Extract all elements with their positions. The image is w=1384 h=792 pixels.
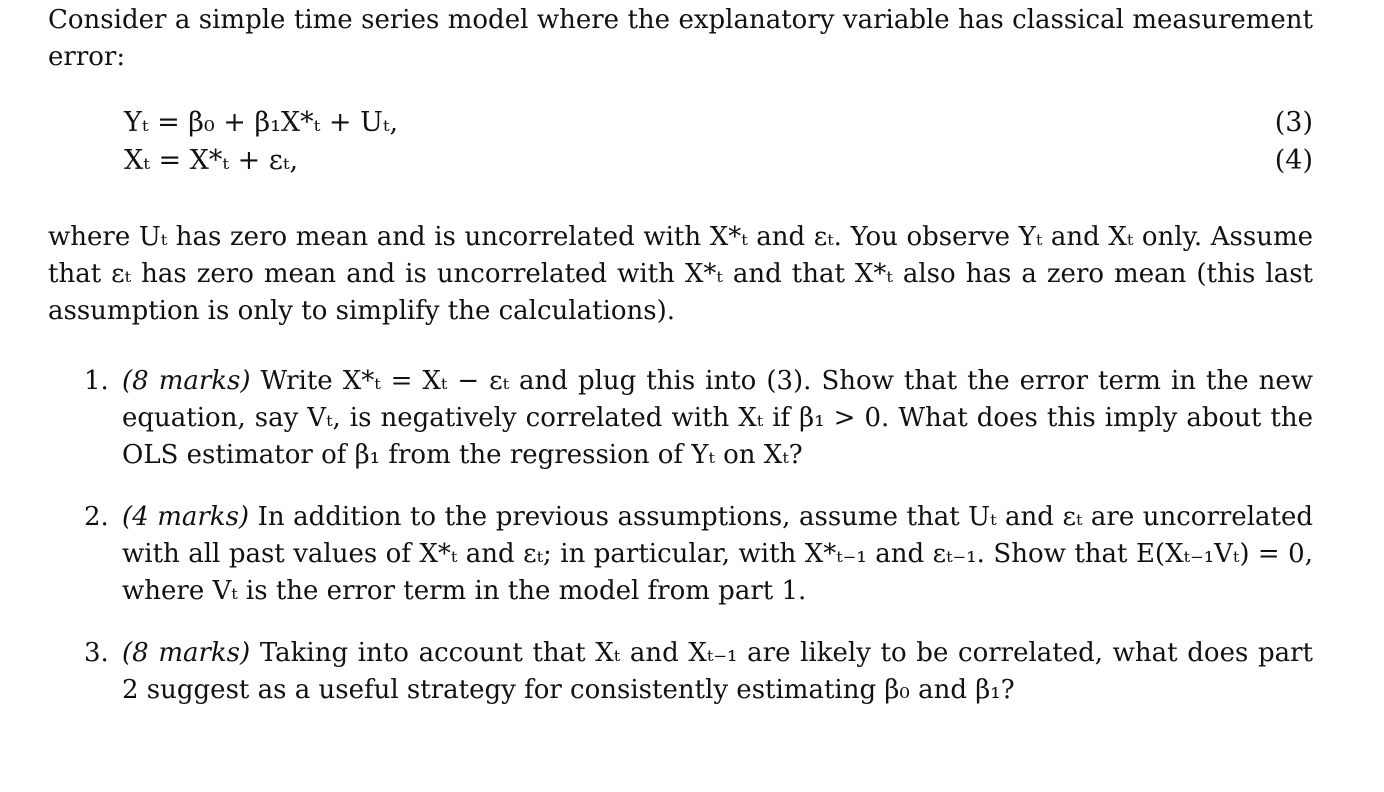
equation-3 — [48, 104, 1313, 142]
question-1-marks: (8 marks) — [122, 366, 261, 396]
equation-3-body: Yₜ = β₀ + β₁X*ₜ + Uₜ, — [124, 107, 399, 138]
question-list — [48, 363, 1313, 734]
question-3-marks: (8 marks) — [122, 638, 260, 668]
question-2 — [48, 499, 1313, 610]
intro-paragraph: Consider a simple time series model where the explanatory variable has classical measurement error: — [48, 5, 1313, 72]
question-3 — [48, 635, 1313, 709]
question-1 — [48, 363, 1313, 474]
question-1-text: Write X*ₜ = Xₜ − εₜ and plug this into (3). Show that the error term in the new equation, say Vₜ, is negatively correlated with Xₜ if β₁ > 0. What does this imply about the OLS estimator of β₁ from the regression of Yₜ on Xₜ? — [122, 366, 1313, 470]
question-3-text: Taking into account that Xₜ and Xₜ₋₁ are likely to be correlated, what does part 2 suggest as a useful strategy for consistently estimating β₀ and β₁? — [122, 638, 1313, 705]
equation-4 — [48, 142, 1313, 180]
question-2-marks: (4 marks) — [122, 502, 258, 532]
equation-4-number: (4) — [1274, 145, 1313, 176]
equation-3-number: (3) — [1274, 107, 1313, 138]
assumptions-paragraph: where Uₜ has zero mean and is uncorrelated with X*ₜ and εₜ. You observe Yₜ and Xₜ only. Assume that εₜ has zero mean and is uncorrelated with X*ₜ and that X*ₜ also has a zero mean (this last assumption is only to simplify the calculations). — [48, 222, 1313, 326]
question-2-text: In addition to the previous assumptions, assume that Uₜ and εₜ are uncorrelated with all past values of X*ₜ and εₜ; in particular, with X*ₜ₋₁ and εₜ₋₁. Show that E(Xₜ₋₁Vₜ) = 0, where Vₜ is the error term in the model from part 1. — [122, 502, 1313, 606]
equation-block — [48, 104, 1313, 180]
question-1-number: 1. — [84, 366, 109, 396]
equation-4-body: Xₜ = X*ₜ + εₜ, — [124, 145, 299, 176]
question-3-number: 3. — [84, 638, 109, 668]
question-2-number: 2. — [84, 502, 109, 532]
